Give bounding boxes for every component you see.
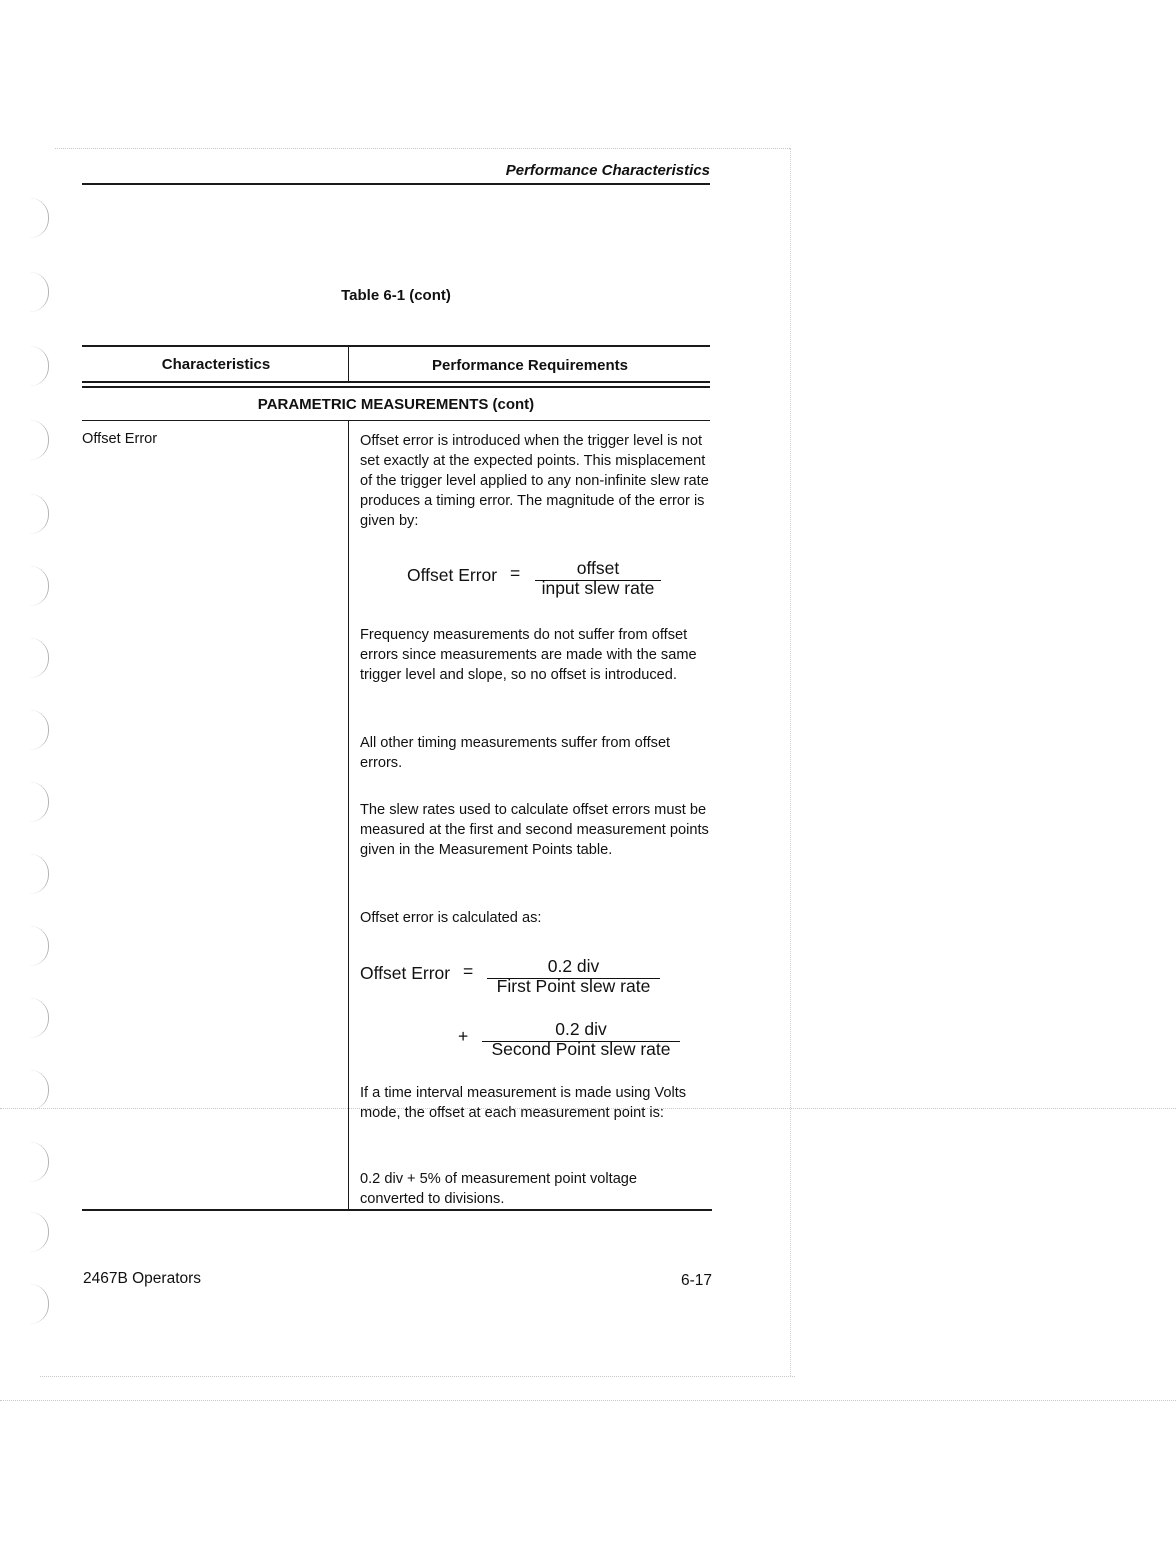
binder-hole xyxy=(30,346,49,386)
binder-hole xyxy=(30,998,49,1038)
column-header-performance: Performance Requirements xyxy=(432,357,628,374)
table-top-rule xyxy=(82,345,710,347)
scan-edge-top xyxy=(55,148,790,149)
section-title: PARAMETRIC MEASUREMENTS (cont) xyxy=(257,396,535,413)
binder-hole xyxy=(30,1212,49,1252)
binder-hole xyxy=(30,420,49,460)
header-rule xyxy=(82,183,710,185)
formula2-lhs: Offset Error xyxy=(360,963,451,983)
scan-edge-bottom xyxy=(40,1376,795,1377)
footer-page-number: 6-17 xyxy=(680,1272,712,1289)
body-column-divider xyxy=(348,420,349,1210)
formula1-numerator: offset xyxy=(576,558,620,578)
paragraph-volts-mode: If a time interval measurement is made using Volts mode, the offset at each measurement point is: xyxy=(360,1085,687,1121)
formula1-fraction xyxy=(535,558,661,599)
table-bottom-rule xyxy=(82,1209,712,1211)
binder-hole xyxy=(30,1142,49,1182)
binder-hole xyxy=(30,272,49,312)
paragraph-offset-value: 0.2 div + 5% of measurement point voltage converted to divisions. xyxy=(360,1171,638,1207)
binder-hole xyxy=(30,494,49,534)
paragraph-calculated-as: Offset error is calculated as: xyxy=(360,910,542,926)
formula2-equals: = xyxy=(463,961,474,981)
paragraph-slew-rates: The slew rates used to calculate offset errors must be measured at the first and second measurement points given in the Measurement Points table. xyxy=(360,802,709,858)
binder-hole xyxy=(30,566,49,606)
paragraph-other-timing: All other timing measurements suffer from offset errors. xyxy=(360,735,671,771)
formula1-equals: = xyxy=(510,563,521,583)
header-double-rule-bottom xyxy=(82,386,710,388)
binder-hole xyxy=(30,198,49,238)
header-column-divider xyxy=(348,346,349,382)
binder-hole xyxy=(30,1284,49,1324)
binder-hole xyxy=(30,710,49,750)
header-double-rule-top xyxy=(82,381,710,383)
column-header-characteristics: Characteristics xyxy=(161,356,271,373)
binder-hole xyxy=(30,782,49,822)
formula1-lhs: Offset Error xyxy=(407,565,498,585)
formula1-denominator: input slew rate xyxy=(541,578,655,599)
formula2-term2 xyxy=(482,1019,680,1060)
formula2-term2-numerator: 0.2 div xyxy=(555,1019,607,1039)
running-header-title: Performance Characteristics xyxy=(505,162,710,179)
binder-hole xyxy=(30,638,49,678)
footer-manual-name: 2467B Operators xyxy=(83,1270,202,1287)
formula2-term2-denominator: Second Point slew rate xyxy=(491,1039,671,1060)
paragraph-frequency: Frequency measurements do not suffer from offset errors since measurements are made with the same trigger level and slope, so no offset is introduced. xyxy=(360,627,697,683)
scan-bottom-line xyxy=(0,1400,1176,1401)
table-caption: Table 6-1 (cont) xyxy=(341,287,451,304)
paragraph-offset-intro: Offset error is introduced when the trigger level is not set exactly at the expected points. This misplacement of the trigger level applied to any non-infinite slew rate produces a timing error. The magnitude of the error is given by: xyxy=(360,433,709,529)
scan-edge-right xyxy=(790,148,791,1376)
formula2-term1-numerator: 0.2 div xyxy=(547,956,600,976)
characteristic-offset-error: Offset Error xyxy=(82,431,158,447)
binder-hole xyxy=(30,926,49,966)
binder-hole xyxy=(30,854,49,894)
formula2-plus: + xyxy=(458,1026,469,1046)
formula2-term1-denominator: First Point slew rate xyxy=(496,976,651,997)
section-rule xyxy=(82,420,710,421)
binder-hole xyxy=(30,1070,49,1110)
formula2-term1 xyxy=(487,956,660,997)
